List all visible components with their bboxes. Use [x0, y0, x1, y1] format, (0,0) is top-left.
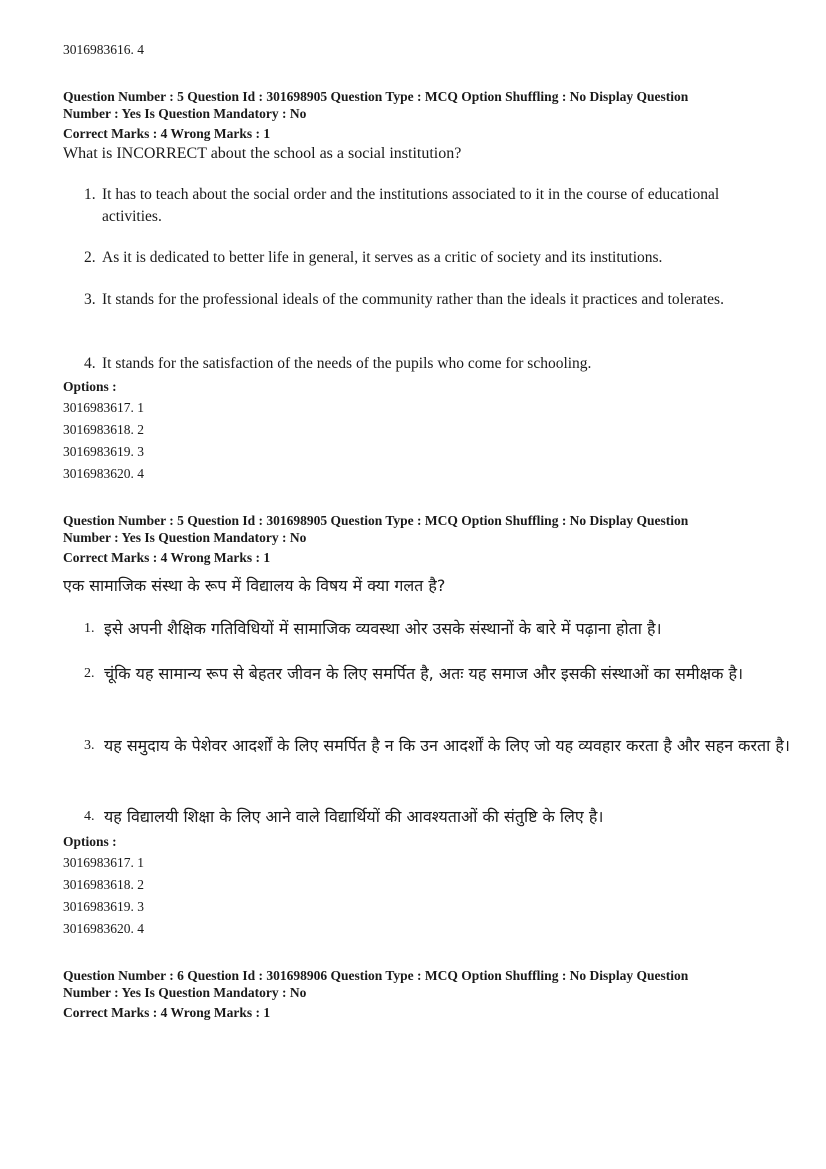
option-id: 3016983619. 3	[63, 444, 144, 459]
question-marks: Correct Marks : 4 Wrong Marks : 1	[63, 550, 271, 565]
option-id: 3016983618. 2	[63, 422, 144, 437]
option-id: 3016983617. 1	[63, 400, 144, 415]
option-text: यह विद्यालयी शिक्षा के लिए आने वाले विद्यार्थियों की आवश्यताओं की संतुष्टि के लिए है।	[104, 807, 604, 826]
option-number: 3.	[84, 738, 95, 753]
question-text: एक सामाजिक संस्था के रूप में विद्यालय के विषय में क्या गलत है?	[63, 576, 446, 595]
previous-option-id: 3016983616. 4	[63, 42, 144, 57]
options-label: Options :	[63, 379, 117, 394]
option-number: 2.	[84, 249, 96, 266]
question-meta-line-2: Number : Yes Is Question Mandatory : No	[63, 985, 307, 1000]
option-number: 3.	[84, 291, 96, 308]
option-id: 3016983620. 4	[63, 921, 144, 936]
question-marks: Correct Marks : 4 Wrong Marks : 1	[63, 1005, 271, 1020]
option-text: As it is dedicated to better life in general, it serves as a critic of society and its institutions.	[102, 249, 663, 266]
question-meta-line-1: Question Number : 5 Question Id : 301698905 Question Type : MCQ Option Shuffling : No Display Question	[63, 89, 689, 104]
option-text: It has to teach about the social order and the institutions associated to it in the course of educational activities.	[102, 186, 720, 225]
option-text: इसे अपनी शैक्षिक गतिविधियों में सामाजिक व्यवस्था ओर उसके संस्थानों के बारे में पढ़ाना होता है।	[104, 619, 662, 638]
option-id: 3016983619. 3	[63, 899, 144, 914]
question-meta-line-2: Number : Yes Is Question Mandatory : No	[63, 530, 307, 545]
option-text: चूंकि यह सामान्य रूप से बेहतर जीवन के लिए समर्पित है, अतः यह समाज और इसकी संस्थाओं का समीक्षक है।	[104, 664, 744, 683]
question-text: What is INCORRECT about the school as a social institution?	[63, 145, 462, 162]
question-meta-line-2: Number : Yes Is Question Mandatory : No	[63, 106, 307, 121]
option-number: 4.	[84, 355, 96, 372]
question-meta-line-1: Question Number : 6 Question Id : 301698906 Question Type : MCQ Option Shuffling : No Display Question	[63, 968, 689, 983]
option-id: 3016983618. 2	[63, 877, 144, 892]
option-number: 4.	[84, 809, 95, 824]
options-label: Options :	[63, 834, 117, 849]
option-text: It stands for the professional ideals of the community rather than the ideals it practices and tolerates.	[102, 291, 724, 308]
option-text: It stands for the satisfaction of the needs of the pupils who come for schooling.	[102, 355, 592, 372]
option-id: 3016983617. 1	[63, 855, 144, 870]
option-text: यह समुदाय के पेशेवर आदर्शों के लिए समर्पित है न कि उन आदर्शों के लिए जो यह व्यवहार करता है और सहन करता है।	[104, 736, 790, 755]
option-number: 1.	[84, 186, 96, 203]
option-number: 1.	[84, 621, 95, 636]
question-meta-line-1: Question Number : 5 Question Id : 301698905 Question Type : MCQ Option Shuffling : No Display Question	[63, 513, 689, 528]
option-id: 3016983620. 4	[63, 466, 144, 481]
option-number: 2.	[84, 666, 95, 681]
question-marks: Correct Marks : 4 Wrong Marks : 1	[63, 126, 271, 141]
